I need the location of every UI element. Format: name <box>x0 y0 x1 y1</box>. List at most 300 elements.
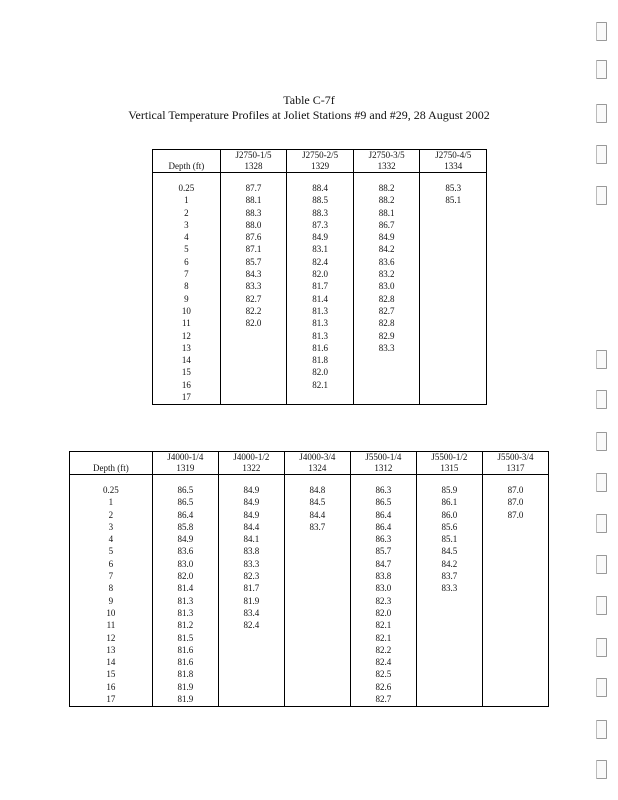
temperature-cell <box>420 354 487 366</box>
station-id: 1319 <box>176 462 195 473</box>
station-header <box>420 150 487 173</box>
temperature-cell: 84.5 <box>284 496 350 508</box>
temperature-cell: 82.7 <box>350 693 416 707</box>
temperature-cell <box>284 607 350 619</box>
temperature-cell: 87.6 <box>220 231 287 243</box>
temperature-cell <box>482 681 548 693</box>
table-row <box>153 317 487 329</box>
station-header <box>218 452 284 475</box>
temperature-cell <box>284 570 350 582</box>
depth-cell: 3 <box>153 219 221 231</box>
temperature-cell: 86.5 <box>152 475 218 497</box>
temperature-cell <box>353 379 420 391</box>
table-row <box>70 668 549 680</box>
temperature-cell: 83.4 <box>218 607 284 619</box>
table-row <box>153 330 487 342</box>
temperature-cell: 83.6 <box>353 256 420 268</box>
table-row <box>70 545 549 557</box>
temperature-cell: 83.7 <box>284 521 350 533</box>
temperature-cell: 85.8 <box>152 521 218 533</box>
depth-cell: 12 <box>153 330 221 342</box>
table-row <box>70 570 549 582</box>
table-row <box>70 496 549 508</box>
temperature-cell: 85.7 <box>220 256 287 268</box>
temperature-cell: 84.7 <box>350 558 416 570</box>
temperature-cell: 83.8 <box>218 545 284 557</box>
temperature-cell: 82.4 <box>287 256 354 268</box>
temperature-cell: 82.8 <box>353 317 420 329</box>
depth-cell: 7 <box>153 268 221 280</box>
temperature-cell: 82.1 <box>350 632 416 644</box>
temperature-cell: 83.0 <box>350 582 416 594</box>
depth-header: Depth (ft) <box>153 150 221 173</box>
temperature-cell <box>353 366 420 378</box>
station-id: 1328 <box>244 160 263 171</box>
depth-cell: 4 <box>153 231 221 243</box>
table-row <box>153 391 487 405</box>
binder-hole <box>596 390 607 409</box>
temperature-cell <box>287 391 354 405</box>
temperature-cell: 81.9 <box>218 595 284 607</box>
temperature-cell: 86.5 <box>350 496 416 508</box>
depth-cell: 6 <box>153 256 221 268</box>
station-id: 1315 <box>440 462 459 473</box>
temperature-cell: 83.0 <box>152 558 218 570</box>
temperature-table-upper <box>152 149 487 405</box>
station-id: 1334 <box>444 160 463 171</box>
temperature-cell <box>482 644 548 656</box>
temperature-cell <box>284 668 350 680</box>
table-row <box>153 268 487 280</box>
temperature-cell <box>420 219 487 231</box>
temperature-cell <box>218 668 284 680</box>
table-row <box>70 558 549 570</box>
station-header <box>482 452 548 475</box>
temperature-cell: 88.3 <box>220 207 287 219</box>
temperature-cell: 84.9 <box>218 475 284 497</box>
depth-cell: 8 <box>153 280 221 292</box>
temperature-cell <box>420 207 487 219</box>
depth-cell: 9 <box>70 595 153 607</box>
temperature-cell: 83.3 <box>220 280 287 292</box>
temperature-cell: 81.3 <box>287 317 354 329</box>
temperature-cell: 86.4 <box>152 509 218 521</box>
temperature-cell <box>220 342 287 354</box>
table-row <box>70 582 549 594</box>
temperature-cell <box>284 656 350 668</box>
binder-hole <box>596 186 607 205</box>
temperature-cell <box>220 330 287 342</box>
station-name: J4000-1/2 <box>233 452 270 462</box>
temperature-cell <box>482 521 548 533</box>
temperature-cell <box>353 391 420 405</box>
binder-hole <box>596 473 607 492</box>
table-header-row <box>153 150 487 173</box>
binder-hole <box>596 638 607 657</box>
temperature-cell: 85.9 <box>416 475 482 497</box>
temperature-cell: 83.3 <box>416 582 482 594</box>
station-name: J4000-3/4 <box>299 452 336 462</box>
temperature-cell <box>284 595 350 607</box>
table-row <box>70 521 549 533</box>
temperature-cell: 81.8 <box>152 668 218 680</box>
depth-cell: 5 <box>70 545 153 557</box>
temperature-cell: 83.2 <box>353 268 420 280</box>
temperature-cell: 88.4 <box>287 173 354 195</box>
temperature-cell: 88.1 <box>220 194 287 206</box>
depth-cell: 17 <box>153 391 221 405</box>
temperature-cell <box>218 644 284 656</box>
station-name: J4000-1/4 <box>167 452 204 462</box>
binder-hole <box>596 596 607 615</box>
binder-hole <box>596 350 607 369</box>
temperature-cell <box>284 632 350 644</box>
binder-hole <box>596 104 607 123</box>
depth-cell: 13 <box>153 342 221 354</box>
temperature-cell <box>420 342 487 354</box>
temperature-cell <box>482 668 548 680</box>
station-header <box>350 452 416 475</box>
temperature-cell: 81.3 <box>152 595 218 607</box>
table-row <box>153 342 487 354</box>
station-header <box>284 452 350 475</box>
temperature-cell: 86.3 <box>350 475 416 497</box>
temperature-cell: 83.3 <box>218 558 284 570</box>
station-name: J5500-3/4 <box>497 452 534 462</box>
temperature-cell: 86.1 <box>416 496 482 508</box>
temperature-cell: 85.1 <box>420 194 487 206</box>
temperature-cell: 84.1 <box>218 533 284 545</box>
temperature-cell: 82.1 <box>287 379 354 391</box>
depth-cell: 10 <box>70 607 153 619</box>
temperature-cell <box>284 558 350 570</box>
station-name: J2750-1/5 <box>235 150 272 160</box>
temperature-cell <box>218 632 284 644</box>
temperature-cell <box>482 656 548 668</box>
temperature-cell <box>284 693 350 707</box>
station-id: 1322 <box>242 462 261 473</box>
station-header <box>353 150 420 173</box>
binder-hole <box>596 678 607 697</box>
temperature-cell: 84.8 <box>284 475 350 497</box>
temperature-cell <box>420 280 487 292</box>
temperature-cell: 83.1 <box>287 243 354 255</box>
table-row <box>153 231 487 243</box>
binder-hole <box>596 432 607 451</box>
station-name: J2750-2/5 <box>302 150 339 160</box>
temperature-cell: 86.3 <box>350 533 416 545</box>
depth-cell: 13 <box>70 644 153 656</box>
binder-hole <box>596 760 607 779</box>
temperature-cell <box>482 558 548 570</box>
temperature-cell: 82.7 <box>220 293 287 305</box>
temperature-cell <box>353 354 420 366</box>
temperature-cell: 86.4 <box>350 521 416 533</box>
depth-header: Depth (ft) <box>70 452 153 475</box>
depth-cell: 16 <box>70 681 153 693</box>
temperature-cell: 81.3 <box>287 330 354 342</box>
temperature-cell: 82.2 <box>220 305 287 317</box>
table-row <box>70 509 549 521</box>
temperature-cell <box>420 379 487 391</box>
depth-cell: 0.25 <box>153 173 221 195</box>
temperature-cell <box>420 391 487 405</box>
temperature-cell: 81.2 <box>152 619 218 631</box>
temperature-table-lower <box>69 451 549 707</box>
temperature-cell <box>218 656 284 668</box>
temperature-cell: 87.0 <box>482 496 548 508</box>
depth-cell: 0.25 <box>70 475 153 497</box>
table-row <box>153 366 487 378</box>
temperature-cell: 84.9 <box>353 231 420 243</box>
temperature-cell: 81.9 <box>152 693 218 707</box>
temperature-cell <box>416 632 482 644</box>
temperature-cell: 84.9 <box>218 509 284 521</box>
temperature-cell: 88.0 <box>220 219 287 231</box>
station-header <box>287 150 354 173</box>
temperature-cell: 82.2 <box>350 644 416 656</box>
temperature-cell <box>220 354 287 366</box>
table-row <box>153 293 487 305</box>
temperature-cell <box>416 668 482 680</box>
temperature-cell <box>218 693 284 707</box>
temperature-cell: 86.4 <box>350 509 416 521</box>
temperature-cell: 81.5 <box>152 632 218 644</box>
station-name: J5500-1/2 <box>431 452 468 462</box>
depth-cell: 7 <box>70 570 153 582</box>
depth-cell: 6 <box>70 558 153 570</box>
temperature-cell: 81.6 <box>152 644 218 656</box>
depth-cell: 9 <box>153 293 221 305</box>
temperature-cell: 86.7 <box>353 219 420 231</box>
temperature-cell: 83.0 <box>353 280 420 292</box>
temperature-cell <box>420 268 487 280</box>
temperature-cell <box>416 607 482 619</box>
temperature-cell <box>482 693 548 707</box>
depth-cell: 3 <box>70 521 153 533</box>
depth-cell: 14 <box>70 656 153 668</box>
temperature-cell: 81.6 <box>152 656 218 668</box>
temperature-cell <box>284 619 350 631</box>
depth-cell: 1 <box>70 496 153 508</box>
temperature-cell: 84.4 <box>284 509 350 521</box>
table-row <box>153 219 487 231</box>
table-row <box>153 354 487 366</box>
temperature-cell: 87.0 <box>482 509 548 521</box>
station-id: 1317 <box>506 462 525 473</box>
temperature-cell <box>420 243 487 255</box>
temperature-cell: 82.0 <box>152 570 218 582</box>
temperature-cell: 84.9 <box>218 496 284 508</box>
depth-cell: 14 <box>153 354 221 366</box>
binder-hole <box>596 555 607 574</box>
temperature-cell: 81.9 <box>152 681 218 693</box>
temperature-cell: 82.4 <box>350 656 416 668</box>
temperature-cell: 85.6 <box>416 521 482 533</box>
temperature-cell <box>416 644 482 656</box>
table-row <box>153 173 487 195</box>
depth-cell: 16 <box>153 379 221 391</box>
depth-cell: 10 <box>153 305 221 317</box>
temperature-cell: 84.2 <box>416 558 482 570</box>
temperature-cell: 82.4 <box>218 619 284 631</box>
depth-cell: 15 <box>70 668 153 680</box>
station-name: J2750-4/5 <box>435 150 472 160</box>
temperature-cell: 87.7 <box>220 173 287 195</box>
table-header-row <box>70 452 549 475</box>
temperature-cell: 87.0 <box>482 475 548 497</box>
station-header <box>220 150 287 173</box>
temperature-cell <box>482 570 548 582</box>
temperature-cell <box>416 595 482 607</box>
binder-hole <box>596 514 607 533</box>
depth-cell: 11 <box>70 619 153 631</box>
table-row <box>70 607 549 619</box>
depth-cell: 15 <box>153 366 221 378</box>
depth-cell: 2 <box>153 207 221 219</box>
temperature-cell <box>420 256 487 268</box>
table-row <box>153 207 487 219</box>
temperature-cell <box>218 681 284 693</box>
temperature-cell: 88.1 <box>353 207 420 219</box>
temperature-cell: 82.6 <box>350 681 416 693</box>
temperature-cell <box>220 379 287 391</box>
table-row <box>70 656 549 668</box>
temperature-cell <box>482 595 548 607</box>
temperature-cell: 87.3 <box>287 219 354 231</box>
temperature-cell: 81.3 <box>152 607 218 619</box>
temperature-cell <box>420 366 487 378</box>
temperature-cell: 81.7 <box>218 582 284 594</box>
station-header <box>152 452 218 475</box>
table-row <box>70 533 549 545</box>
temperature-cell <box>416 619 482 631</box>
depth-cell: 1 <box>153 194 221 206</box>
temperature-cell <box>220 366 287 378</box>
table-row <box>70 693 549 707</box>
temperature-cell: 82.0 <box>287 268 354 280</box>
temperature-cell <box>482 607 548 619</box>
station-name: J5500-1/4 <box>365 452 402 462</box>
temperature-cell: 88.3 <box>287 207 354 219</box>
temperature-cell: 83.6 <box>152 545 218 557</box>
temperature-cell: 88.2 <box>353 173 420 195</box>
table-row <box>153 379 487 391</box>
temperature-cell: 83.3 <box>353 342 420 354</box>
temperature-cell: 82.3 <box>350 595 416 607</box>
temperature-cell <box>482 619 548 631</box>
temperature-cell <box>482 632 548 644</box>
temperature-cell: 85.1 <box>416 533 482 545</box>
temperature-cell: 85.7 <box>350 545 416 557</box>
depth-cell: 2 <box>70 509 153 521</box>
temperature-cell <box>482 533 548 545</box>
temperature-cell: 82.0 <box>350 607 416 619</box>
binder-hole <box>596 720 607 739</box>
temperature-cell: 84.9 <box>287 231 354 243</box>
depth-cell: 17 <box>70 693 153 707</box>
temperature-cell <box>284 644 350 656</box>
temperature-cell <box>420 231 487 243</box>
table-title: Table C-7f <box>283 93 335 107</box>
temperature-cell: 81.4 <box>287 293 354 305</box>
table-row <box>153 243 487 255</box>
temperature-cell: 81.8 <box>287 354 354 366</box>
temperature-cell <box>420 330 487 342</box>
temperature-cell: 83.8 <box>350 570 416 582</box>
temperature-cell: 87.1 <box>220 243 287 255</box>
temperature-cell <box>416 693 482 707</box>
temperature-cell: 88.2 <box>353 194 420 206</box>
table-subtitle: Vertical Temperature Profiles at Joliet Stations #9 and #29, 28 August 2002 <box>128 108 490 122</box>
depth-cell: 5 <box>153 243 221 255</box>
table-row <box>153 280 487 292</box>
temperature-cell: 82.9 <box>353 330 420 342</box>
station-id: 1332 <box>377 160 396 171</box>
temperature-cell <box>420 293 487 305</box>
temperature-cell: 86.5 <box>152 496 218 508</box>
table-row <box>153 194 487 206</box>
temperature-cell: 84.5 <box>416 545 482 557</box>
temperature-cell: 88.5 <box>287 194 354 206</box>
station-id: 1312 <box>374 462 393 473</box>
table-row <box>70 632 549 644</box>
temperature-cell: 82.3 <box>218 570 284 582</box>
depth-cell: 12 <box>70 632 153 644</box>
temperature-cell <box>284 681 350 693</box>
table-row <box>70 475 549 497</box>
binder-hole <box>596 145 607 164</box>
temperature-cell: 82.5 <box>350 668 416 680</box>
temperature-cell <box>416 681 482 693</box>
temperature-cell: 82.8 <box>353 293 420 305</box>
temperature-cell: 84.9 <box>152 533 218 545</box>
temperature-cell <box>284 533 350 545</box>
depth-cell: 8 <box>70 582 153 594</box>
temperature-cell <box>482 545 548 557</box>
temperature-cell <box>482 582 548 594</box>
temperature-cell <box>420 305 487 317</box>
temperature-cell <box>284 582 350 594</box>
temperature-cell <box>220 391 287 405</box>
depth-cell: 11 <box>153 317 221 329</box>
temperature-cell <box>420 317 487 329</box>
temperature-cell <box>416 656 482 668</box>
table-row <box>70 644 549 656</box>
temperature-cell: 84.3 <box>220 268 287 280</box>
station-header <box>416 452 482 475</box>
binder-hole <box>596 60 607 79</box>
temperature-cell: 82.0 <box>220 317 287 329</box>
table-row <box>70 681 549 693</box>
temperature-cell: 83.7 <box>416 570 482 582</box>
temperature-cell: 86.0 <box>416 509 482 521</box>
temperature-cell: 81.3 <box>287 305 354 317</box>
temperature-cell <box>284 545 350 557</box>
temperature-cell: 82.7 <box>353 305 420 317</box>
temperature-cell: 82.1 <box>350 619 416 631</box>
depth-cell: 4 <box>70 533 153 545</box>
table-row <box>153 305 487 317</box>
temperature-cell: 81.4 <box>152 582 218 594</box>
temperature-cell: 82.0 <box>287 366 354 378</box>
station-id: 1329 <box>311 160 330 171</box>
temperature-cell: 84.2 <box>353 243 420 255</box>
table-row <box>153 256 487 268</box>
temperature-cell: 84.4 <box>218 521 284 533</box>
binder-hole <box>596 22 607 41</box>
station-name: J2750-3/5 <box>368 150 405 160</box>
